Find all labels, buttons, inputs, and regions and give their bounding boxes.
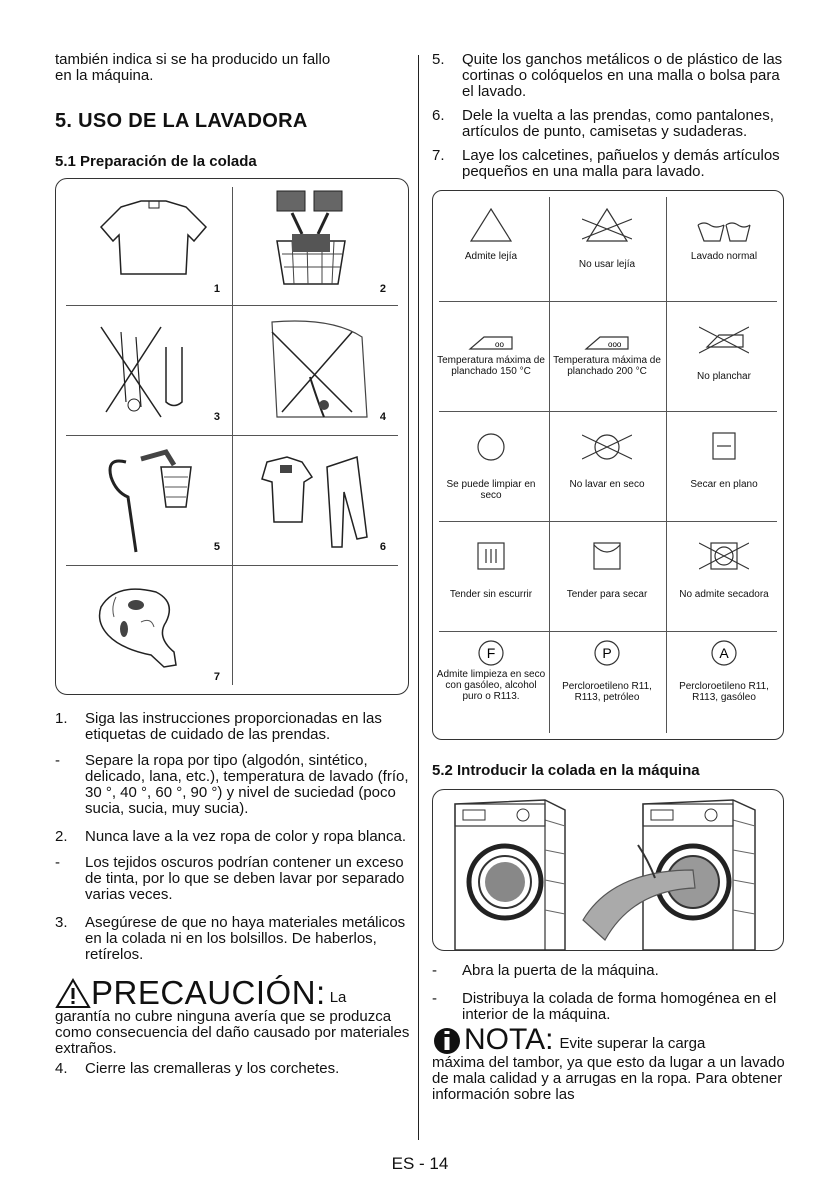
- bullet-item: [55, 753, 411, 817]
- prep-illustration-7: [66, 567, 232, 695]
- care-cell-no-dry-clean: [549, 411, 665, 523]
- laundry-basket-icon: [232, 179, 398, 307]
- note-text: máxima del tambor, ya que esto da lugar a un lavado de mala calidad y a arrugas en la ropa. Para obtener información sobre las: [432, 1054, 785, 1103]
- instruction-item-5: [432, 52, 786, 100]
- prep-number: 4: [379, 411, 386, 423]
- caution-heading: [55, 974, 411, 1011]
- care-cell-bleach: [433, 191, 549, 303]
- instruction-item-1: [55, 711, 411, 743]
- line-dry-icon: [582, 535, 632, 575]
- bleach-triangle-icon: [466, 205, 516, 245]
- item-text: Quite los ganchos metálicos o de plástico de las cortinas o colóquelos en una malla o bolsa para el lavado.: [462, 51, 783, 100]
- no-iron-icon: [699, 315, 749, 355]
- bullet-text: Separe la ropa por tipo (algodón, sintético, delicado, lana, etc.), temperatura de lavado (frío, 30 °, 40 °, 60 °, 90 °) y nivel de suciedad (poco sucia, sucia, muy sucia).: [85, 752, 409, 817]
- bullet-item: [432, 991, 786, 1023]
- care-cell-no-tumble-dry: [666, 521, 782, 633]
- grid-line: [66, 565, 398, 566]
- instruction-item-3: [55, 915, 411, 963]
- care-cell-iron-200: [549, 301, 665, 413]
- care-label: Tender para secar: [566, 589, 648, 600]
- iron-three-dots-icon: [582, 315, 632, 355]
- caution-block: [55, 974, 411, 1057]
- prep-illustration-3: [66, 307, 232, 435]
- note-info-icon: [432, 1025, 462, 1055]
- instruction-item-4: [55, 1061, 411, 1077]
- prep-illustration-4: [232, 307, 398, 435]
- subsection-title-prep: 5.1 Preparación de la colada: [55, 153, 257, 170]
- note-block: [432, 1025, 786, 1103]
- prep-number: 1: [213, 283, 220, 295]
- svg-text:oo: oo: [495, 340, 504, 349]
- warning-triangle-icon: [55, 977, 91, 1009]
- curtain-hooks-icon: [66, 437, 232, 565]
- dry-clean-a-icon: [699, 637, 749, 669]
- prep-illustration-1: [66, 179, 232, 307]
- item-number: 2.: [55, 828, 68, 845]
- care-cell-dry-clean-p: [549, 631, 665, 743]
- care-cell-normal-wash: [666, 191, 782, 303]
- bullet-icon: -: [55, 752, 60, 769]
- care-cell-no-iron: [666, 301, 782, 413]
- load-illustration-box: [432, 789, 784, 951]
- washing-machines-illustration: [433, 790, 783, 950]
- prep-number: 2: [379, 283, 386, 295]
- laundry-bag-icon: [66, 567, 232, 695]
- care-label: No usar lejía: [578, 259, 636, 270]
- bullet-item: [55, 855, 411, 903]
- item-number: 4.: [55, 1060, 68, 1077]
- prep-number: 5: [213, 541, 220, 553]
- note-title: NOTA:: [464, 1023, 554, 1056]
- subsection-title-load: 5.2 Introducir la colada en la máquina: [432, 762, 700, 779]
- instruction-item-2: [55, 829, 411, 845]
- caution-title: PRECAUCIÓN:: [91, 974, 326, 1011]
- prep-number: 7: [213, 671, 220, 683]
- care-label: No lavar en seco: [569, 479, 645, 490]
- care-letter: A: [719, 645, 729, 661]
- wash-tub-icon: [696, 205, 752, 245]
- item-text: Dele la vuelta a las prendas, como pantalones, artículos de punto, camisetas y sudaderas.: [462, 107, 774, 140]
- care-letter: F: [486, 645, 496, 661]
- prep-number: 6: [379, 541, 386, 553]
- care-cell-drip-dry: [433, 521, 549, 633]
- item-number: 1.: [55, 710, 68, 727]
- note-heading: [432, 1025, 786, 1055]
- care-cell-line-dry: [549, 521, 665, 633]
- intro-line-1: también indica si se ha producido un fallo: [55, 51, 331, 68]
- bullet-icon: -: [432, 962, 437, 979]
- care-label: Temperatura máxima de planchado 200 °C: [553, 355, 661, 377]
- drip-dry-icon: [466, 535, 516, 575]
- care-label: Se puede limpiar en seco: [446, 479, 536, 501]
- prep-illustration-2: [232, 179, 398, 307]
- care-symbols-table: [432, 190, 784, 740]
- item-text: Siga las instrucciones proporcionadas en las etiquetas de cuidado de las prendas.: [85, 710, 382, 743]
- no-dry-clean-icon: [582, 425, 632, 465]
- svg-text:ooo: ooo: [608, 340, 622, 349]
- care-label: Secar en plano: [690, 479, 758, 490]
- shirt-trousers-icon: [232, 437, 398, 565]
- item-number: 6.: [432, 107, 445, 124]
- caution-text: garantía no cubre ninguna avería que se produzca como consecuencia del daño causado por materiales extraños.: [55, 1008, 410, 1057]
- bullet-item: [432, 963, 786, 979]
- care-label: Percloroetileno R11, R113, gasóleo: [679, 681, 769, 703]
- care-cell-dry-clean-a: [666, 631, 782, 743]
- iron-two-dots-icon: [466, 315, 516, 355]
- pocket-check-crossed-icon: [232, 307, 398, 435]
- shirt-icon: [66, 179, 232, 307]
- page-number: ES - 14: [391, 1154, 449, 1173]
- care-cell-iron-150: [433, 301, 549, 413]
- bullet-icon: -: [432, 990, 437, 1007]
- column-divider: [418, 55, 419, 1140]
- dry-clean-f-icon: [466, 637, 516, 669]
- item-text: Nunca lave a la vez ropa de color y ropa blanca.: [85, 828, 407, 845]
- care-label: Lavado normal: [690, 251, 758, 262]
- care-label: Tender sin escurrir: [449, 589, 533, 600]
- care-cell-dry-clean-f: [433, 631, 549, 743]
- no-tumble-dry-icon: [699, 535, 749, 575]
- item-text: Laye los calcetines, pañuelos y demás artículos pequeños en una malla para lavado.: [462, 147, 780, 180]
- item-number: 3.: [55, 914, 68, 931]
- dry-clean-p-icon: [582, 637, 632, 669]
- prep-illustration-5: [66, 437, 232, 565]
- instruction-item-6: [432, 108, 786, 140]
- section-title: 5. USO DE LA LAVADORA: [55, 110, 308, 132]
- item-number: 5.: [432, 51, 445, 68]
- dry-clean-circle-icon: [466, 425, 516, 465]
- intro-line-2: en la máquina.: [55, 67, 154, 84]
- item-text: Cierre las cremalleras y los corchetes.: [85, 1060, 340, 1077]
- care-letter: P: [602, 645, 612, 661]
- bullet-text: Abra la puerta de la máquina.: [462, 962, 659, 979]
- no-bleach-icon: [582, 205, 632, 245]
- bullet-text: Los tejidos oscuros podrían contener un exceso de tinta, por lo que se deben lavar por separado varias veces.: [85, 854, 405, 903]
- care-cell-dry-clean: [433, 411, 549, 523]
- zipper-hook-crossed-icon: [66, 307, 232, 435]
- bullet-text: Distribuya la colada de forma homogénea en el interior de la máquina.: [462, 990, 777, 1023]
- caution-text-start: La: [329, 989, 347, 1006]
- care-label: No admite secadora: [679, 589, 769, 600]
- left-column: [55, 52, 411, 1077]
- prep-illustration-6: [232, 437, 398, 565]
- item-number: 7.: [432, 147, 445, 164]
- right-column: [432, 52, 786, 1103]
- care-label: Temperatura máxima de planchado 150 °C: [437, 355, 545, 377]
- care-cell-dry-flat: [666, 411, 782, 523]
- item-text: Asegúrese de que no haya materiales metálicos en la colada ni en los bolsillos. De haberlos, retírelos.: [85, 914, 406, 963]
- care-label: No planchar: [697, 371, 751, 382]
- note-text-start: Evite superar la carga: [559, 1035, 706, 1052]
- preparation-illustration-box: [55, 178, 409, 695]
- instruction-item-7: [432, 148, 786, 180]
- prep-number: 3: [213, 411, 220, 423]
- care-label: Admite limpieza en seco con gasóleo, alcohol puro o R113.: [436, 669, 546, 702]
- care-label: Percloroetileno R11, R113, petróleo: [562, 681, 652, 703]
- dry-flat-icon: [699, 425, 749, 465]
- grid-line: [66, 435, 398, 436]
- bullet-icon: -: [55, 854, 60, 871]
- care-label: Admite lejía: [464, 251, 518, 262]
- care-cell-no-bleach: [549, 191, 665, 303]
